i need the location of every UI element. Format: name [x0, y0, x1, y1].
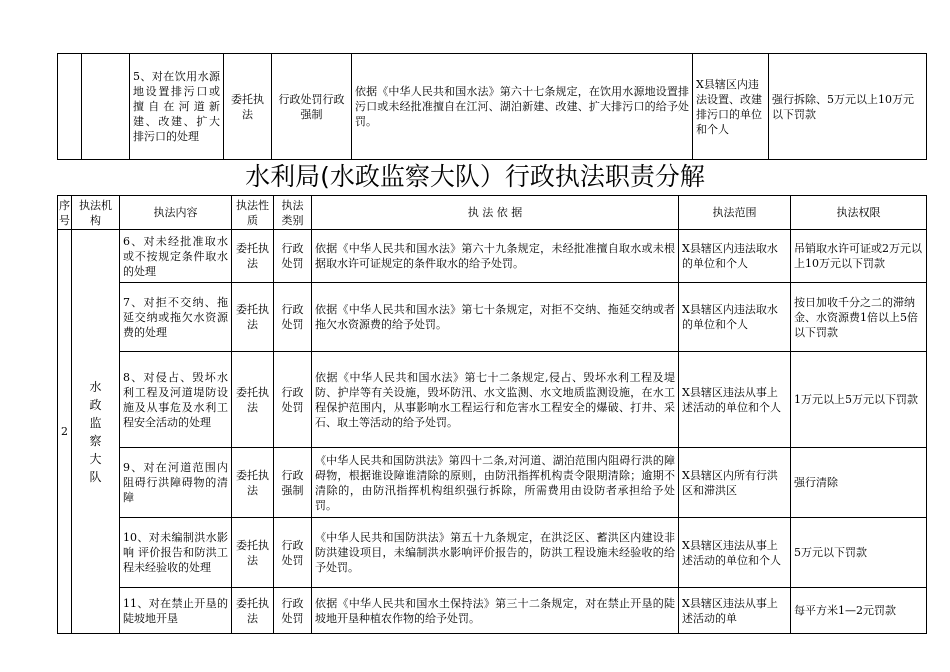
- nature-cell: 委托执法: [232, 230, 274, 283]
- table-row: [58, 588, 927, 634]
- header-scope: 执法范围: [679, 196, 791, 230]
- authority-cell: 每平方米1—2元罚款: [791, 588, 927, 634]
- nature-cell: 委托执法: [232, 352, 274, 448]
- header-category: 执法类别: [274, 196, 312, 230]
- basis-cell: 依据《中华人民共和国水法》第七十二条规定,侵占、毁坏水利工程及堤防、护岸等有关设施，毁坏防汛、水文监测、水文地质监测设施，在水工程保护范围内，从事影响水工程运行和危害水工程安全的爆破、打井、采石、取土等活动的给予处罚。: [312, 352, 679, 448]
- category-cell: 行政强制: [274, 448, 312, 518]
- category-cell: 行政处罚行政强制: [272, 54, 352, 160]
- table-row: [58, 448, 927, 518]
- empty-cell: [58, 54, 82, 160]
- scope-cell: X县辖区违法从事上述活动的单: [679, 588, 791, 634]
- authority-cell: 5万元以下罚款: [791, 518, 927, 588]
- basis-cell: 《中华人民共和国防洪法》第四十二条,对河道、湖泊范围内阻碍行洪的障碍物，根据谁设障谁清除的原则，由防汛指挥机构责令限期清除；逾期不清除的，由防汛指挥机构组织强行拆除，所需费用由设防者承担给予处罚。: [312, 448, 679, 518]
- table-row: [58, 230, 927, 283]
- table-row: [58, 518, 927, 588]
- nature-cell: 委托执法: [232, 588, 274, 634]
- header-row: [58, 196, 927, 230]
- authority-cell: 按日加收千分之二的滞纳金、水资源费1倍以上5倍以下罚款: [791, 283, 927, 352]
- basis-cell: 依据《中华人民共和国水土保持法》第三十二条规定，对在禁止开垦的陡坡地开垦种植农作物的给予处罚。: [312, 588, 679, 634]
- header-org: 执法机构: [72, 196, 120, 230]
- scope-cell: X县辖区违法从事上述活动的单位和个人: [679, 352, 791, 448]
- group-number: 2: [58, 230, 72, 634]
- nature-cell: 委托执法: [232, 448, 274, 518]
- page-title: 水利局(水政监察大队）行政执法职责分解: [245, 162, 705, 191]
- scope-cell: X县辖区内违法设置、改建排污口的单位和个人: [693, 54, 769, 160]
- nature-cell: 委托执法: [232, 283, 274, 352]
- authority-cell: 吊销取水许可证或2万元以上10万元以下罚款: [791, 230, 927, 283]
- category-cell: 行政处罚: [274, 352, 312, 448]
- nature-cell: 委托执法: [224, 54, 272, 160]
- group-org-cell: [72, 230, 120, 634]
- scope-cell: X县辖区内违法取水的单位和个人: [679, 283, 791, 352]
- category-cell: 行政处罚: [274, 230, 312, 283]
- authority-cell: 强行清除: [791, 448, 927, 518]
- empty-cell: [82, 54, 130, 160]
- header-content: 执法内容: [120, 196, 232, 230]
- scope-cell: X县辖区内所有行洪区和滞洪区: [679, 448, 791, 518]
- header-nature: 执法性质: [232, 196, 274, 230]
- duties-table: [57, 195, 927, 634]
- content-cell: 9、对在河道范围内阻碍行洪障碍物的清障: [120, 448, 232, 518]
- content-cell: 10、对未编制洪水影响 评价报告和防洪工程未经验收的处理: [120, 518, 232, 588]
- basis-cell: 《中华人民共和国防洪法》第五十九条规定，在洪泛区、蓄洪区内建设非防洪建设项目，未编制洪水影响评价报告的，防洪工程设施未经验收的给予处罚。: [312, 518, 679, 588]
- content-cell: 11、对在禁止开垦的陡坡地开垦: [120, 588, 232, 634]
- header-basis: 执 法 依 据: [312, 196, 679, 230]
- authority-cell: 1万元以上5万元以下罚款: [791, 352, 927, 448]
- header-authority: 执法权限: [791, 196, 927, 230]
- category-cell: 行政处罚: [274, 283, 312, 352]
- scope-cell: X县辖区违法从事上述活动的单位和个人: [679, 518, 791, 588]
- authority-cell: 强行拆除、5万元以上10万元以下罚款: [769, 54, 927, 160]
- content-cell: 8、对侵占、毁坏水利工程及河道堤防设施及从事危及水利工程安全活动的处理: [120, 352, 232, 448]
- content-cell: 6、对未经批准取水或不按规定条件取水的处理: [120, 230, 232, 283]
- basis-cell: 依据《中华人民共和国水法》第七十条规定，对拒不交纳、拖延交纳或者拖欠水资源费的给予处罚。: [312, 283, 679, 352]
- table-row: [58, 352, 927, 448]
- continued-table: [57, 53, 927, 160]
- scope-cell: X县辖区内违法取水的单位和个人: [679, 230, 791, 283]
- table-row: [58, 283, 927, 352]
- content-cell: 5、对在饮用水源地设置排污口或擅自在河道新建、改建、扩大排污口的处理: [130, 54, 224, 160]
- category-cell: 行政处罚: [274, 518, 312, 588]
- basis-cell: 依据《中华人民共和国水法》第六十九条规定，未经批准擅自取水或未根据取水许可证规定的条件取水的给予处罚。: [312, 230, 679, 283]
- group-org: 水政监察大队: [89, 379, 102, 484]
- nature-cell: 委托执法: [232, 518, 274, 588]
- category-cell: 行政处罚: [274, 588, 312, 634]
- basis-cell: 依据《中华人民共和国水法》第六十七条规定，在饮用水源地设置排污口或未经批准擅自在江河、湖泊新建、改建、扩大排污口的给予处罚。: [352, 54, 693, 160]
- header-no: 序号: [58, 196, 72, 230]
- content-cell: 7、对拒不交纳、拖延交纳或拖欠水资源费的处理: [120, 283, 232, 352]
- table-row: [58, 54, 927, 160]
